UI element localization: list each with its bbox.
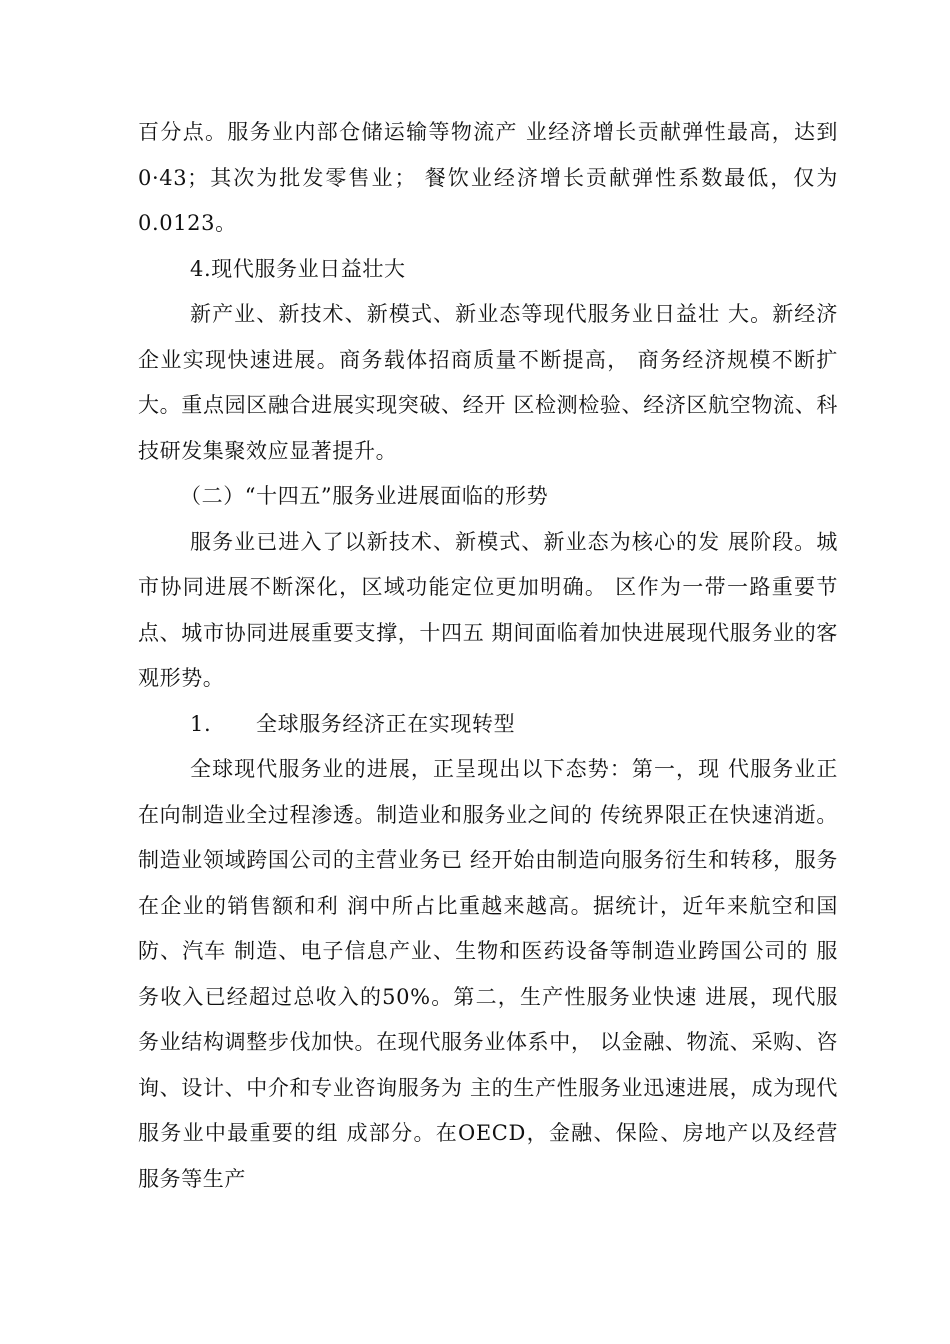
paragraph-development-stage: 服务业已进入了以新技术、新模式、新业态为核心的发 展阶段。城市协同进展不断深化，区域功能定位更加明确。 区作为一带一路重要节点、城市协同进展重要支撑，十四五 期间面临着加快进展现代服务业的客观形势。 xyxy=(138,529,838,690)
document-body xyxy=(138,110,838,1202)
paragraph-global-trends: 全球现代服务业的进展，正呈现出以下态势：第一，现 代服务业正在向制造业全过程渗透。制造业和服务业之间的 传统界限正在快速消逝。制造业领域跨国公司的主营业务已 经开始由制造向服务衍生和转移，服务在企业的销售额和利 润中所占比重越来越高。据统计，近年来航空和国防、汽车 制造、电子信息产业、生物和医药设备等制造业跨国公司的 服务收入已经超过总收入的50%。第二，生产性服务业快速 进展，现代服务业结构调整步伐加快。在现代服务业体系中， 以金融、物流、采购、咨询、设计、中介和专业咨询服务为 主的生产性服务业迅速进展，成为现代服务业中最重要的组 成部分。在OECD，金融、保险、房地产以及经营服务等生产 xyxy=(138,757,838,1191)
paragraph-new-industries: 新产业、新技术、新模式、新业态等现代服务业日益壮 大。新经济企业实现快速进展。商务载体招商质量不断提高， 商务经济规模不断扩大。重点园区融合进展实现突破、经开 区检测检验、经济区航空物流、科技研发集聚效应显著提升。 xyxy=(138,302,838,463)
heading-number: 1. xyxy=(190,711,212,736)
paragraph-logistics-elasticity: 百分点。服务业内部仓储运输等物流产 业经济增长贡献弹性最高，达到0·43；其次为批发零售业； 餐饮业经济增长贡献弹性系数最低，仅为0.0123。 xyxy=(138,120,838,235)
heading-global-service-transition xyxy=(138,702,838,748)
heading-section-two: （二）“十四五”服务业进展面临的形势 xyxy=(180,484,549,508)
heading-modern-services-growth: 4.现代服务业日益壮大 xyxy=(190,256,406,281)
heading-text: 全球服务经济正在实现转型 xyxy=(256,711,516,736)
